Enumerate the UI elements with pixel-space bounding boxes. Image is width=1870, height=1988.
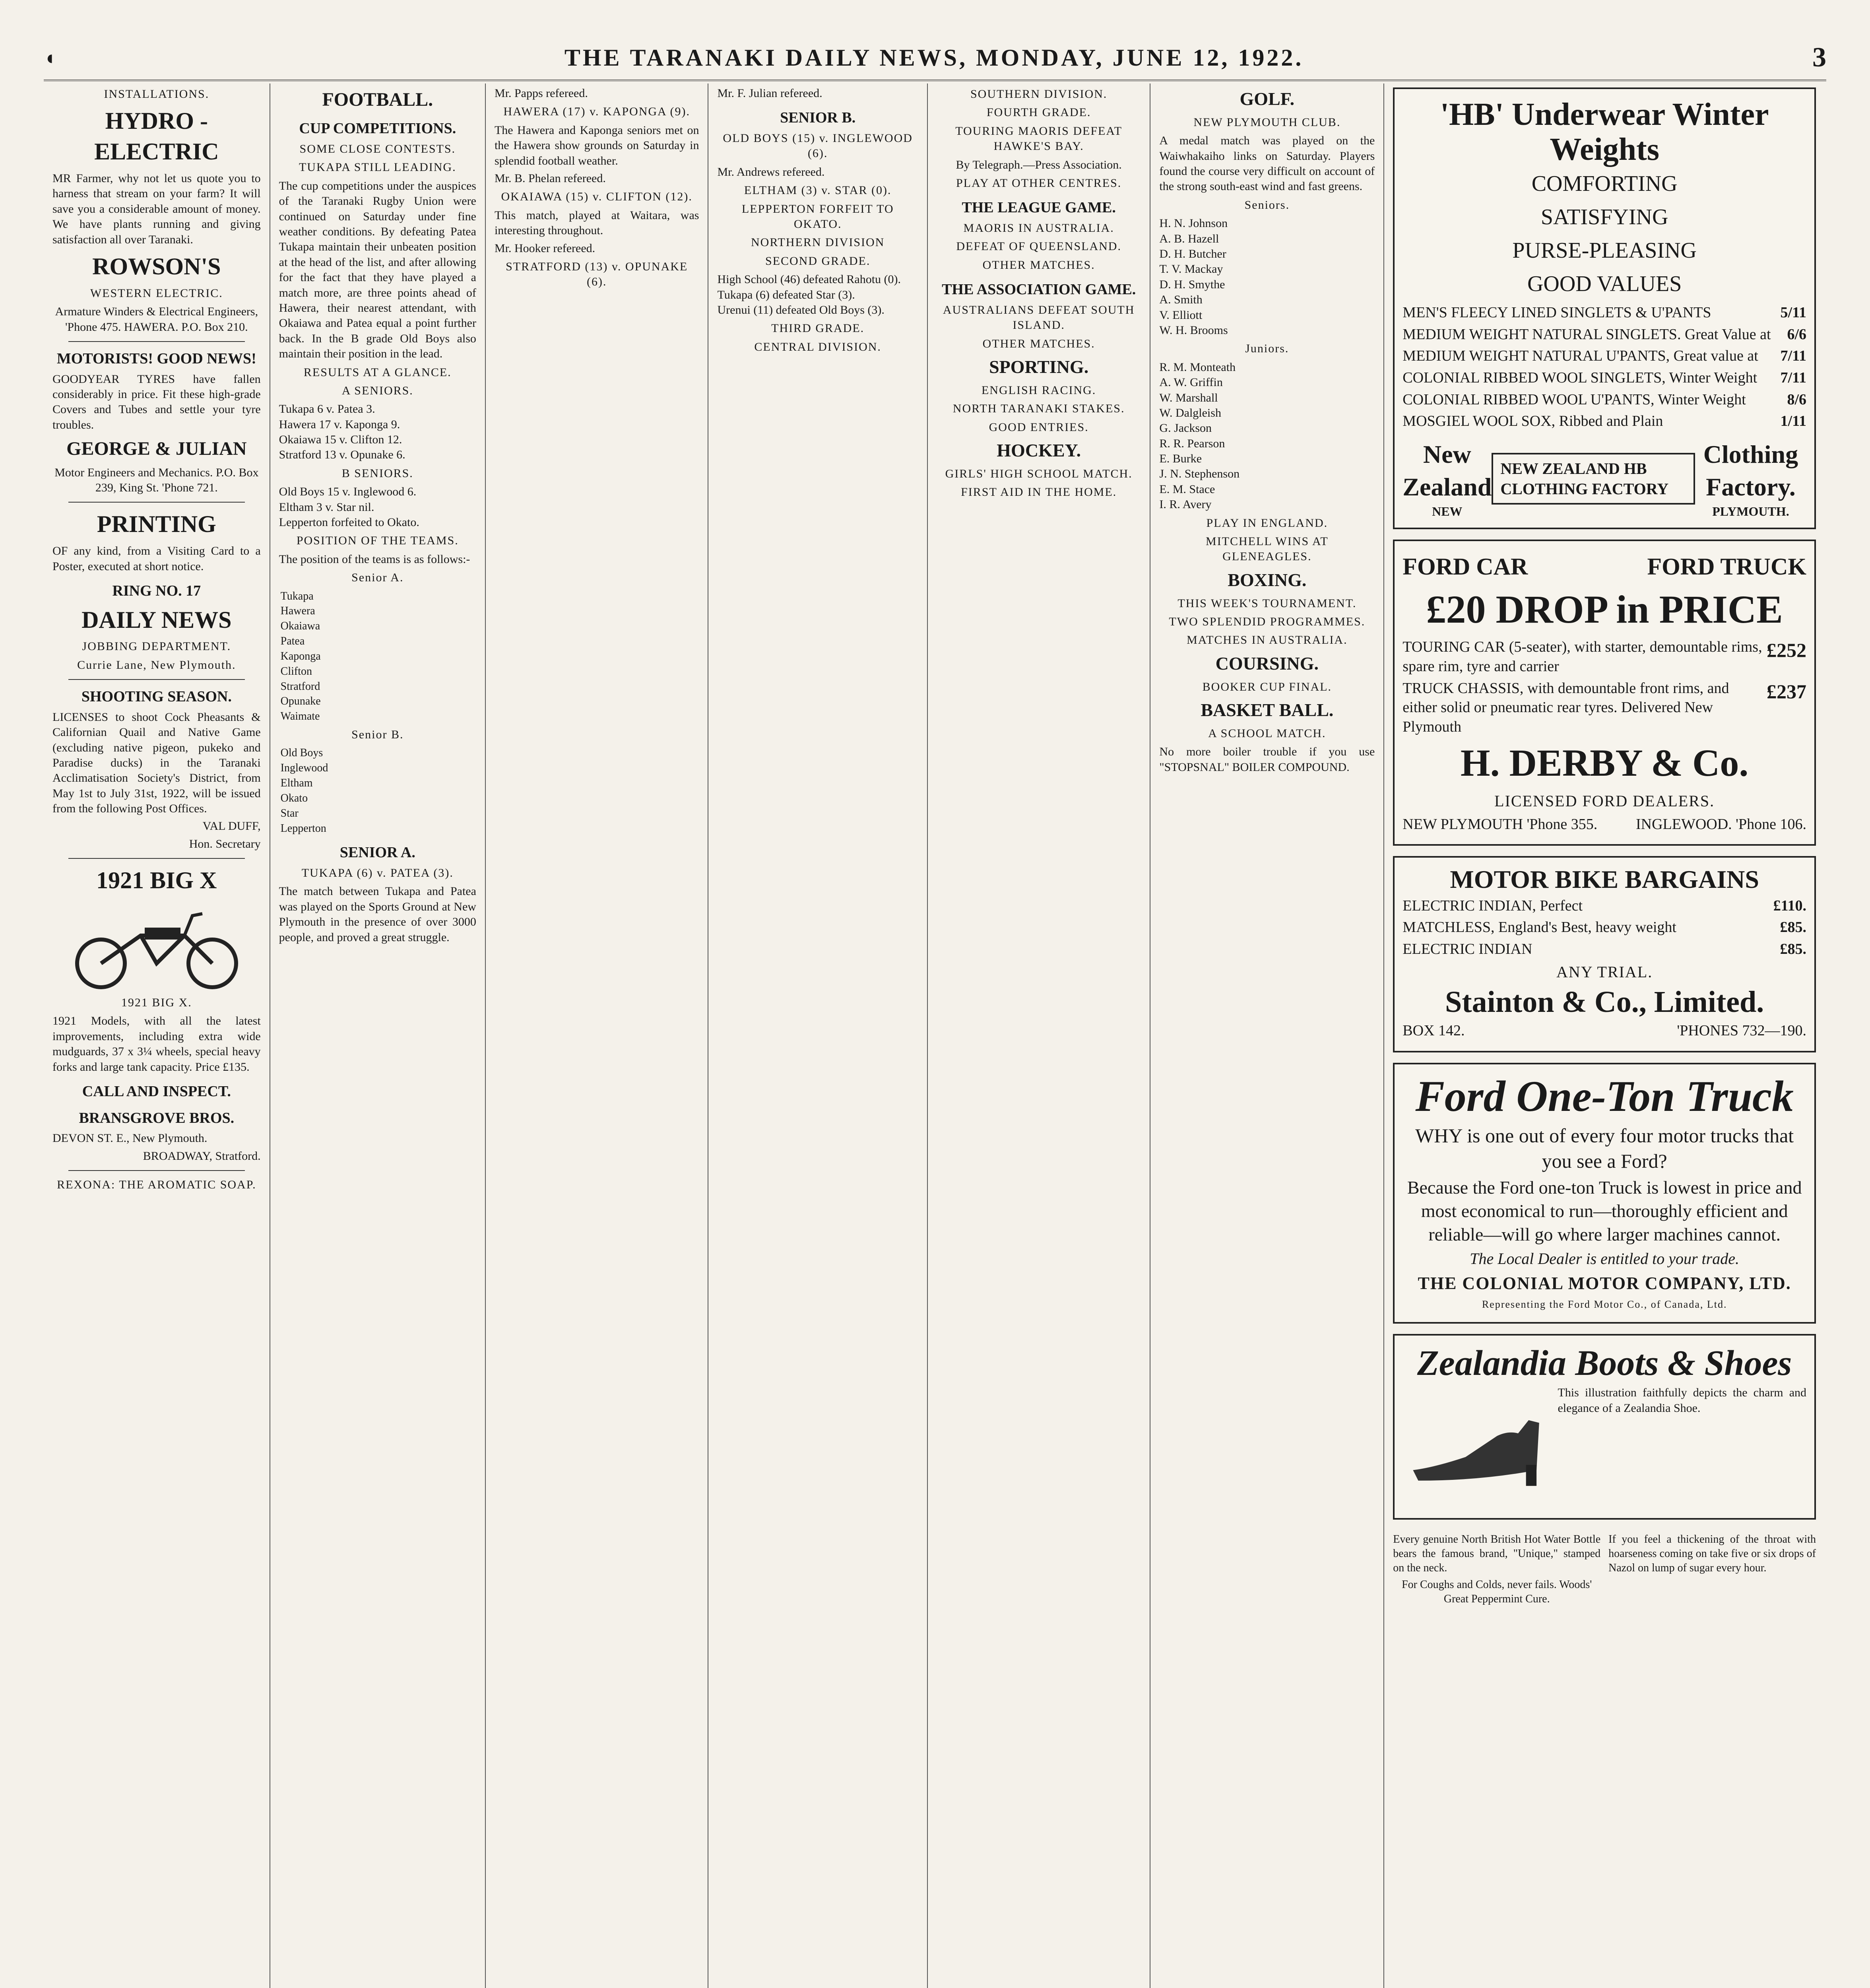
hb-line: SATISFYING	[1540, 205, 1668, 229]
zealandia-body: This illustration faithfully depicts the charm and elegance of a Zealandia Shoe.	[1558, 1386, 1807, 1415]
masthead	[44, 36, 1826, 81]
golf-body: A medal match was played on the Waiwhakaiho links on Saturday. Players found the course very difficult on account of the strong south-east wind and fast greens.	[1159, 134, 1375, 193]
licensed-dealers: LICENSED FORD DEALERS.	[1494, 792, 1715, 810]
divider	[68, 679, 245, 680]
ring-heading: RING NO. 17	[112, 582, 201, 599]
item-price: £85.	[1780, 940, 1807, 957]
tournament-sub: THIS WEEK'S TOURNAMENT.	[1177, 596, 1357, 610]
broadway-address: BROADWAY, Stratford.	[143, 1149, 261, 1163]
divider	[68, 858, 245, 859]
divider	[68, 502, 245, 503]
zealandia-ad	[1393, 1334, 1816, 1520]
hb-line: PURSE-PLEASING	[1512, 238, 1697, 263]
table-row	[279, 634, 476, 649]
basketball-heading: BASKET BALL.	[1201, 700, 1334, 720]
george-julian-heading: GEORGE & JULIAN	[66, 438, 247, 460]
column-ads	[1384, 83, 1825, 1988]
table-row	[279, 664, 476, 679]
list-item: I. R. Avery	[1159, 498, 1212, 511]
position-heading: POSITION OF THE TEAMS.	[296, 534, 459, 547]
item-price: 8/6	[1787, 391, 1807, 408]
printing-heading: PRINTING	[97, 511, 216, 538]
item-name: MEDIUM WEIGHT NATURAL U'PANTS, Great value at	[1402, 348, 1758, 365]
item-price: £237	[1767, 680, 1807, 703]
rexona-heading: REXONA: THE AROMATIC SOAP.	[57, 1178, 256, 1192]
coughs-text: For Coughs and Colds, never fails. Woods' Great Peppermint Cure.	[1402, 1578, 1592, 1605]
team-name: Clifton	[280, 665, 312, 678]
price-row	[1402, 896, 1806, 916]
school-match-sub: A SCHOOL MATCH.	[1208, 727, 1326, 740]
column-4	[708, 83, 927, 1988]
programmes-sub: TWO SPLENDID PROGRAMMES.	[1169, 615, 1366, 629]
tukapa-leading: TUKAPA STILL LEADING.	[299, 161, 456, 174]
result-row: Tukapa (6) defeated Star (3).	[717, 288, 855, 301]
price-row	[1402, 637, 1806, 676]
list-item: H. N. Johnson	[1159, 217, 1228, 230]
hb-new: NEW	[1432, 504, 1463, 518]
stakes-sub: NORTH TARANAKI STAKES.	[952, 402, 1125, 415]
rowsons-heading: ROWSON'S	[92, 253, 221, 280]
stopsnal-ad: No more boiler trouble if you use "STOPSNAL" BOILER COMPOUND.	[1159, 745, 1375, 774]
rowsons-address: Armature Winders & Electrical Engineers, 'Phone 475. HAWERA. P.O. Box 210.	[55, 305, 258, 334]
match-heading: STRATFORD (13) v. OPUNAKE (6).	[506, 260, 688, 289]
results-a-list	[279, 402, 476, 463]
phones: 'PHONES 732—190.	[1677, 1022, 1807, 1039]
price-row	[1402, 918, 1806, 937]
girls-sub: GIRLS' HIGH SCHOOL MATCH.	[945, 467, 1133, 480]
team-name: Inglewood	[280, 762, 328, 775]
team-name: Tukapa	[280, 590, 314, 602]
hot-water-text: Every genuine North British Hot Water Bottle bears the famous brand, "Unique," stamped on the neck.	[1393, 1533, 1601, 1574]
motor-bike-ad	[1393, 856, 1816, 1052]
daily-news-heading: DAILY NEWS	[81, 606, 232, 633]
a-seniors-heading: A SENIORS.	[341, 384, 413, 397]
table-row	[279, 619, 476, 634]
results-b-list	[279, 484, 476, 530]
page-number: 3	[1812, 42, 1826, 73]
ford-price-ad	[1393, 540, 1816, 846]
price-row	[1402, 390, 1806, 410]
list-item: T. V. Mackay	[1159, 262, 1223, 276]
b-seniors-heading: B SENIORS.	[341, 466, 413, 480]
columns	[44, 83, 1825, 1988]
footer-ads	[1393, 1530, 1816, 1608]
list-item: W. H. Brooms	[1159, 323, 1228, 337]
hb-footer-left	[1402, 438, 1492, 520]
referee-note: Mr. Andrews refereed.	[717, 165, 825, 179]
item-price: £85.	[1780, 919, 1807, 936]
stainton-name: Stainton & Co., Limited.	[1445, 985, 1764, 1019]
golf-heading: GOLF.	[1240, 89, 1295, 109]
list-item: A. B. Hazell	[1159, 232, 1219, 245]
match-body: The match between Tukapa and Patea was played on the Sports Ground at New Plymouth in the presence of over 3000 people, and proved a great struggle.	[279, 885, 476, 944]
northern-division: NORTHERN DIVISION	[751, 236, 885, 249]
senior-a-table	[279, 589, 476, 724]
maoris-heading: TOURING MAORIS DEFEAT HAWKE'S BAY.	[955, 124, 1123, 153]
column-2	[270, 83, 486, 1988]
table-row	[279, 694, 476, 709]
other-centres: PLAY AT OTHER CENTRES.	[956, 176, 1122, 190]
list-item: A. W. Griffin	[1159, 376, 1223, 389]
racing-sub: ENGLISH RACING.	[981, 383, 1096, 397]
first-aid-sub: FIRST AID IN THE HOME.	[961, 485, 1117, 499]
list-item: R. R. Pearson	[1159, 437, 1225, 450]
match-body: This match, played at Waitara, was interesting throughout.	[494, 208, 699, 237]
because-text: Because the Ford one-ton Truck is lowest in price and most economical to run—thoroughly efficient and reliable—will go where larger machines cannot.	[1407, 1177, 1802, 1244]
hb-price-list	[1402, 303, 1806, 431]
team-name: Patea	[280, 635, 305, 648]
entries-sub: GOOD ENTRIES.	[989, 420, 1089, 434]
price-row	[1402, 303, 1806, 322]
result-row: High School (46) defeated Rahotu (0).	[717, 273, 901, 286]
referee-note: Mr. B. Phelan refereed.	[494, 171, 606, 185]
league-heading: THE LEAGUE GAME.	[962, 199, 1116, 216]
juniors-heading: Juniors.	[1245, 342, 1289, 355]
association-heading: THE ASSOCIATION GAME.	[942, 281, 1136, 298]
southern-division: SOUTHERN DIVISION.	[970, 87, 1108, 101]
cup-intro: The cup competitions under the auspices of the Taranaki Rugby Union were continued on Saturday under fine weather conditions. By defeating Patea Tukapa maintain their unbeaten position at the head of the list, and after allowing for the fact that they have played a match more, are three points ahead of Hawera, their nearest attendant, with Okaiawa and Patea equal a point further back. In the B grade Old Boys also maintain their position in the lead.	[279, 179, 476, 361]
list-item: D. H. Butcher	[1159, 247, 1226, 260]
bike-bargains-heading: MOTOR BIKE BARGAINS	[1450, 865, 1759, 894]
senior-b-section-heading: SENIOR B.	[780, 109, 856, 126]
local-dealer: The Local Dealer is entitled to your trade.	[1470, 1250, 1739, 1268]
play-england: PLAY IN ENGLAND.	[1206, 516, 1328, 530]
match-heading: ELTHAM (3) v. STAR (0).	[744, 184, 892, 197]
ford-one-ton-ad	[1393, 1063, 1816, 1324]
column-5	[928, 83, 1151, 1988]
currie-sub: Currie Lane, New Plymouth.	[77, 658, 236, 672]
item-name: MOSGIEL WOOL SOX, Ribbed and Plain	[1402, 413, 1663, 430]
page-marker: ◖	[44, 47, 56, 69]
result-row: Stratford 13 v. Opunake 6.	[279, 448, 405, 462]
hockey-heading: HOCKEY.	[997, 440, 1081, 460]
box: BOX 142.	[1402, 1022, 1465, 1039]
price-row	[1402, 368, 1806, 388]
result-row: Eltham 3 v. Star nil.	[279, 500, 374, 514]
result-row: Tukapa 6 v. Patea 3.	[279, 402, 375, 416]
price-row	[1402, 679, 1806, 737]
match-heading: OKAIAWA (15) v. CLIFTON (12).	[501, 190, 693, 204]
item-name: MEDIUM WEIGHT NATURAL SINGLETS. Great Value at	[1402, 326, 1771, 343]
list-item: D. H. Smythe	[1159, 278, 1225, 291]
team-name: Star	[280, 807, 299, 819]
george-julian-sub: Motor Engineers and Mechanics. P.O. Box 239, King St. 'Phone 721.	[54, 466, 259, 494]
zealandia-body-row	[1402, 1383, 1806, 1510]
stainton-contact	[1402, 1021, 1806, 1041]
team-name: Eltham	[280, 777, 313, 790]
hb-footer	[1402, 438, 1806, 520]
item-name: MATCHLESS, England's Best, heavy weight	[1402, 919, 1676, 936]
hydro-body: MR Farmer, why not let us quote you to harness that stream on your farm? It will save you a considerable amount of money. We have plants running and giving satisfaction all over Taranaki.	[52, 171, 261, 246]
call-inspect: CALL AND INSPECT.	[82, 1083, 231, 1100]
results-heading: RESULTS AT A GLANCE.	[303, 365, 452, 379]
hb-factory: Clothing Factory.	[1703, 440, 1798, 501]
derby-name: H. DERBY & Co.	[1460, 742, 1749, 784]
senior-a-table-heading: Senior A.	[351, 571, 404, 584]
list-item: E. M. Stace	[1159, 482, 1215, 496]
item-name: ELECTRIC INDIAN, Perfect	[1402, 897, 1583, 914]
list-item: W. Dalgleish	[1159, 406, 1221, 419]
hb-line: COMFORTING	[1531, 171, 1678, 196]
team-name: Hawera	[280, 605, 315, 617]
match-heading: OLD BOYS (15) v. INGLEWOOD (6).	[723, 132, 913, 160]
hb-plymouth: PLYMOUTH.	[1712, 504, 1789, 518]
list-item: W. Marshall	[1159, 391, 1218, 404]
hydro-electric-heading: HYDRO - ELECTRIC	[94, 108, 219, 165]
item-name: MEN'S FLEECY LINED SINGLETS & U'PANTS	[1402, 304, 1711, 321]
item-price: 7/11	[1780, 369, 1807, 386]
motorists-heading: MOTORISTS! GOOD NEWS!	[56, 350, 256, 367]
senior-a-section-heading: SENIOR A.	[339, 844, 415, 861]
match-body: The Hawera and Kaponga seniors met on the Hawera show grounds on Saturday in splendid football weather.	[494, 123, 699, 167]
table-row	[279, 776, 476, 791]
bransgrove-heading: BRANSGROVE BROS.	[79, 1109, 235, 1126]
item-price: 7/11	[1780, 348, 1807, 365]
list-item: G. Jackson	[1159, 421, 1212, 435]
item-name: TRUCK CHASSIS, with demountable front rims, and either solid or pneumatic rear tyres. Delivered New Plymouth	[1402, 679, 1729, 735]
jobbing-sub: JOBBING DEPARTMENT.	[82, 640, 231, 653]
ford-truck: FORD TRUCK	[1647, 553, 1807, 580]
goodyear-body: GOODYEAR TYRES have fallen considerably in price. Fit these high-grade Covers and Tubes and settle your tyre troubles.	[52, 372, 261, 431]
column-1	[44, 83, 270, 1988]
printing-body: OF any kind, from a Visiting Card to a Poster, executed at short notice.	[52, 544, 261, 573]
zealandia-title: Zealandia Boots & Shoes	[1417, 1343, 1792, 1383]
val-duff: VAL DUFF,	[202, 819, 261, 833]
shoe-illustration	[1402, 1383, 1550, 1510]
sporting-heading: SPORTING.	[989, 356, 1089, 377]
booker-sub: BOOKER CUP FINAL.	[1202, 680, 1332, 693]
item-price: 6/6	[1787, 326, 1807, 343]
hot-water-bottle-ad	[1393, 1530, 1600, 1608]
press-line: By Telegraph.—Press Association.	[956, 158, 1122, 171]
list-item: V. Elliott	[1159, 308, 1203, 322]
licenses-body: LICENSES to shoot Cock Pheasants & Californian Quail and Native Game (excluding native pigeon, pukeko and Paradise ducks) in the Taranaki Acclimatisation Society's District, from May 1st to July 31st, 1922, will be issued from the following Post Offices.	[52, 710, 261, 815]
throat-text: If you feel a thickening of the throat with hoarseness coming on take five or six drops of Nazol on lump of sugar every hour.	[1608, 1533, 1816, 1574]
price-row	[1402, 940, 1806, 959]
devon-address: DEVON ST. E., New Plymouth.	[52, 1132, 208, 1145]
central-division: CENTRAL DIVISION.	[754, 340, 881, 353]
third-grade: THIRD GRADE.	[771, 322, 865, 335]
table-row	[279, 746, 476, 761]
list-item: E. Burke	[1159, 452, 1202, 466]
list-item: A. Smith	[1159, 293, 1203, 307]
referee-note: Mr. Papps refereed.	[494, 87, 588, 100]
boxing-heading: BOXING.	[1228, 569, 1307, 590]
branch: INGLEWOOD. 'Phone 106.	[1636, 815, 1807, 833]
association-sub: AUSTRALIANS DEFEAT SOUTH ISLAND.	[943, 303, 1135, 332]
nazol-ad	[1608, 1530, 1816, 1608]
match-heading: LEPPERTON FORFEIT TO OKATO.	[741, 202, 894, 231]
any-trial: ANY TRIAL.	[1556, 963, 1653, 981]
table-row	[279, 679, 476, 694]
hb-footer-right	[1695, 438, 1806, 520]
team-name: Okato	[280, 792, 308, 804]
league-sub2: DEFEAT OF QUEENSLAND.	[956, 240, 1121, 253]
table-row	[279, 589, 476, 604]
table-row	[279, 761, 476, 776]
big-x-caption: 1921 BIG X.	[121, 996, 192, 1010]
item-price: £252	[1767, 639, 1807, 662]
team-name: Kaponga	[280, 650, 321, 662]
team-name: Okaiawa	[280, 620, 320, 633]
australia-sub: MATCHES IN AUSTRALIA.	[1187, 633, 1348, 647]
divider	[68, 341, 245, 342]
league-sub: MAORIS IN AUSTRALIA.	[963, 221, 1114, 235]
match-heading: HAWERA (17) v. KAPONGA (9).	[503, 105, 691, 118]
team-name: Stratford	[280, 680, 320, 693]
gleneagles-sub: MITCHELL WINS AT GLENEAGLES.	[1206, 535, 1329, 563]
ford-oneton-title: Ford One-Ton Truck	[1415, 1072, 1794, 1120]
seniors-heading: Seniors.	[1244, 198, 1290, 212]
divider	[68, 1170, 245, 1171]
result-row: Hawera 17 v. Kaponga 9.	[279, 417, 400, 431]
second-grade: SECOND GRADE.	[765, 254, 871, 268]
senior-b-table	[279, 746, 476, 836]
item-name: TOURING CAR (5-seater), with starter, demountable rims, spare rim, tyre and carrier	[1402, 639, 1762, 675]
big-x-body: 1921 Models, with all the latest improvements, including extra wide mudguards, 37 x 3¼ wheels, special heavy forks and large tank capacity. Price £135.	[52, 1014, 261, 1074]
hb-nz: New Zealand	[1402, 440, 1492, 501]
price-row	[1402, 325, 1806, 344]
result-row: Okaiawa 15 v. Clifton 12.	[279, 433, 402, 447]
hon-secretary: Hon. Secretary	[189, 837, 261, 850]
ford-car: FORD CAR	[1402, 553, 1528, 580]
branch: NEW PLYMOUTH 'Phone 355.	[1402, 815, 1598, 833]
ford-models	[1402, 551, 1806, 582]
price-row	[1402, 412, 1806, 431]
item-price: 1/11	[1780, 413, 1807, 430]
coursing-heading: COURSING.	[1215, 653, 1319, 674]
big-x-heading: 1921 BIG X	[96, 867, 217, 894]
team-name: Opunake	[280, 695, 321, 708]
representing: Representing the Ford Motor Co., of Canada, Ltd.	[1482, 1298, 1727, 1310]
shooting-heading: SHOOTING SEASON.	[81, 688, 232, 705]
table-row	[279, 604, 476, 619]
hb-logo-badge: NEW ZEALAND HB CLOTHING FACTORY	[1492, 453, 1695, 505]
column-6	[1150, 83, 1384, 1988]
table-row	[279, 821, 476, 836]
result-row: Urenui (11) defeated Old Boys (3).	[717, 303, 885, 316]
football-heading: FOOTBALL.	[322, 89, 433, 110]
why-text: WHY is one out of every four motor trucks that you see a Ford?	[1415, 1124, 1794, 1172]
hb-line: GOOD VALUES	[1527, 272, 1682, 296]
price-row	[1402, 346, 1806, 366]
position-note: The position of the teams is as follows:-	[279, 552, 470, 566]
derby-branches	[1402, 815, 1806, 834]
table-row	[279, 649, 476, 664]
team-name: Lepperton	[280, 822, 326, 835]
match-heading: TUKAPA (6) v. PATEA (3).	[301, 866, 454, 880]
hb-title: 'HB' Underwear Winter Weights	[1440, 97, 1769, 167]
senior-b-table-heading: Senior B.	[351, 728, 404, 742]
list-item: J. N. Stephenson	[1159, 467, 1240, 481]
hb-underwear-ad	[1393, 87, 1816, 529]
fourth-grade: FOURTH GRADE.	[986, 106, 1091, 119]
newspaper-title: THE TARANAKI DAILY NEWS, MONDAY, JUNE 12, 1922.	[564, 44, 1304, 71]
team-name: Old Boys	[280, 747, 323, 759]
item-name: ELECTRIC INDIAN	[1402, 940, 1532, 957]
referee-note: Mr. F. Julian refereed.	[717, 87, 822, 100]
installations-heading: INSTALLATIONS.	[104, 87, 210, 101]
other-matches: OTHER MATCHES.	[982, 258, 1095, 272]
table-row	[279, 709, 476, 724]
column-3	[486, 83, 709, 1988]
result-row: Old Boys 15 v. Inglewood 6.	[279, 485, 417, 499]
item-name: COLONIAL RIBBED WOOL SINGLETS, Winter Weight	[1402, 369, 1757, 386]
result-row: Lepperton forfeited to Okato.	[279, 516, 419, 529]
price-drop: £20 DROP in PRICE	[1426, 587, 1783, 632]
item-price: £110.	[1773, 897, 1807, 914]
close-contests: SOME CLOSE CONTESTS.	[299, 142, 456, 156]
list-item: R. M. Monteath	[1159, 360, 1236, 374]
golf-club: NEW PLYMOUTH CLUB.	[1193, 115, 1341, 129]
other-matches-2: OTHER MATCHES.	[982, 337, 1095, 350]
table-row	[279, 806, 476, 821]
item-price: 5/11	[1780, 304, 1807, 321]
hb-qualities	[1402, 167, 1806, 301]
item-name: COLONIAL RIBBED WOOL U'PANTS, Winter Weight	[1402, 391, 1746, 408]
cup-heading: CUP COMPETITIONS.	[299, 120, 456, 137]
rowsons-sub: WESTERN ELECTRIC.	[90, 286, 223, 300]
colonial-motor: THE COLONIAL MOTOR COMPANY, LTD.	[1418, 1273, 1791, 1293]
referee-note: Mr. Hooker refereed.	[494, 241, 596, 255]
table-row	[279, 791, 476, 806]
team-name: Waimate	[280, 710, 320, 723]
motorcycle-illustration	[65, 900, 248, 991]
